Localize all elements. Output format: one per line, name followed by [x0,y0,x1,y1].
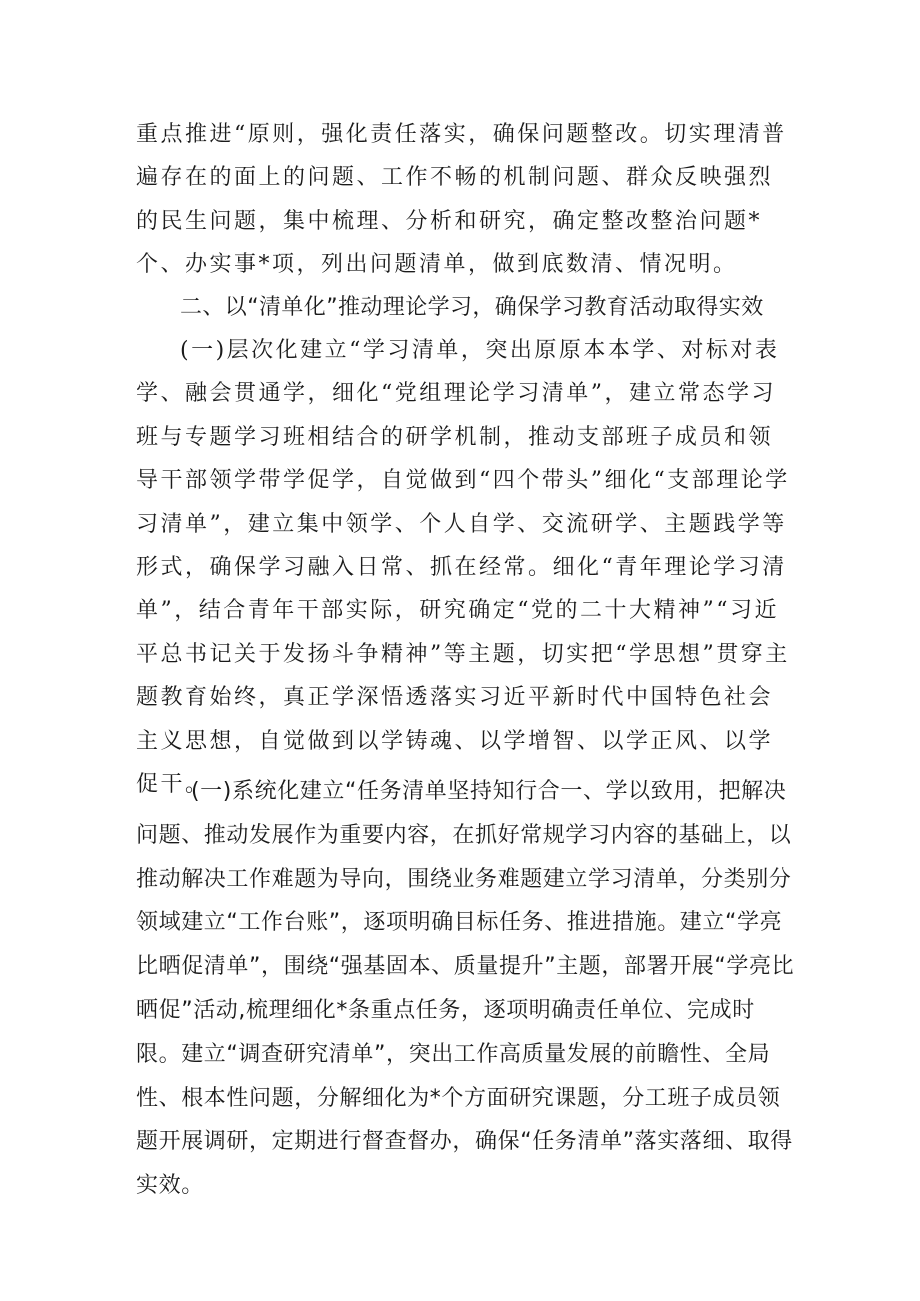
body-paragraph-1: 重点推进“原则，强化责任落实，确保问题整改。切实理清普遍存在的面上的问题、工作不畅的机制问题、群众反映强烈的民生问题，集中梳理、分析和研究，确定整改整治问题*个、办实事*项，列出问题清单，做到底数清、情况明。 [136,122,787,278]
body-paragraph-3: (一)系统化建立“任务清单坚持知行合一、学以致用，把解决问题、推动发展作为重要内容，在抓好常规学习内容的基础上，以推动解决工作难题为导向，围绕业务难题建立学习清单，分类别分领域建立“工作台账”，逐项明确目标任务、推进措施。建立“学亮比晒促清单”，围绕“强基固本、质量提升”主题，部署开展“学亮比晒促”活动,梳理细化*条重点任务，逐项明确责任单位、完成时限。建立“调查研究清单”，突出工作高质量发展的前瞻性、全局性、根本性问题，分解细化为*个方面研究课题，分工班子成员领题开展调研，定期进行督查督办，确保“任务清单”落实落细、取得实效。 [136,779,795,1199]
body-paragraph-2: (一)层次化建立“学习清单，突出原原本本学、对标对表学、融会贯通学，细化“党组理论学习清单”，建立常态学习班与专题学习班相结合的研学机制，推动支部班子成员和领导干部领学带学促学，自觉做到“四个带头”细化“支部理论学习清单”，建立集中领学、个人自学、交流研学、主题践学等形式，确保学习融入日常、抓在经常。细化“青年理论学习清单”，结合青年干部实际，研究确定“党的二十大精神”“习近平总书记关于发扬斗争精神”等主题，切实把“学思想”贯穿主题教育始终，真正学深悟透落实习近平新时代中国特色社会主义思想，自觉做到以学铸魂、以学增智、以学正风、以学促干。 [136,338,790,798]
section-heading: 二、以“清单化”推动理论学习，确保学习教育活动取得实效 [180,295,764,320]
